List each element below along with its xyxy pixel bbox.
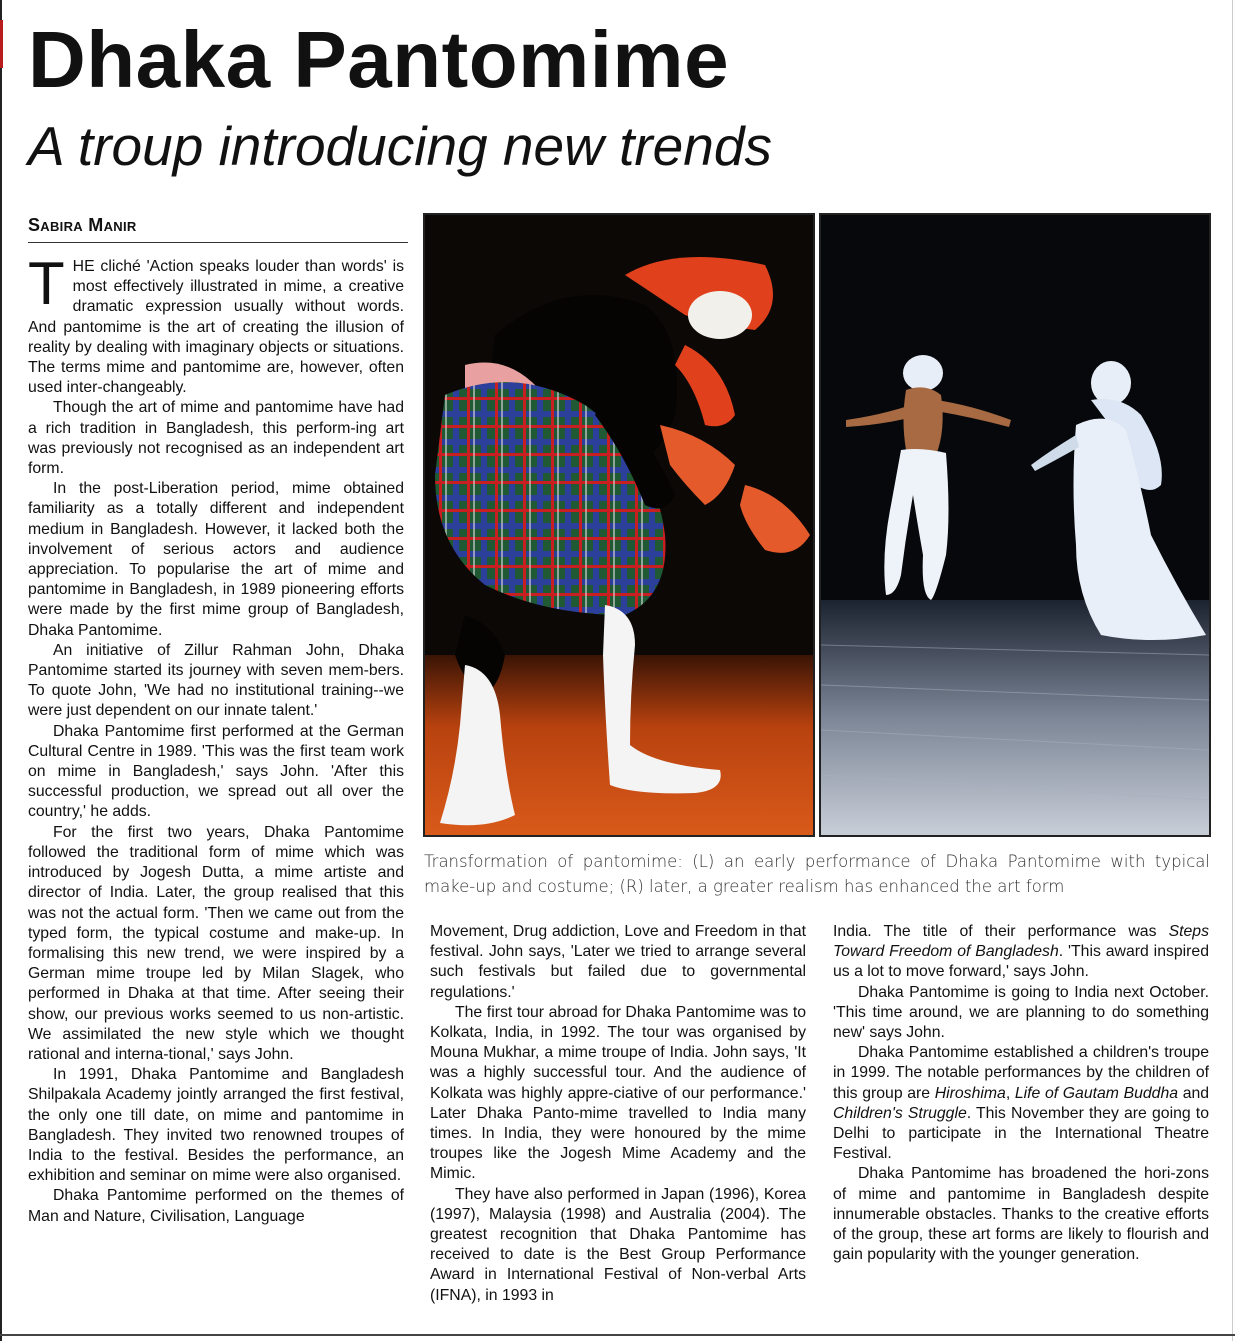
work-title-hiroshima: Hiroshima <box>934 1084 1006 1102</box>
author-name: Sabira Manir <box>28 215 137 235</box>
photo-caption: Transformation of pantomime: (L) an early performance of Dhaka Pantomime with typical make-up and costume; (R) later, a greater realism has enhanced the art form <box>424 852 1210 896</box>
mime-performer-illustration <box>425 215 813 835</box>
article-column-2 <box>430 922 806 1306</box>
paragraph-3: In the post-Liberation period, mime obtained familiarity as a totally different and independent medium in Bangladesh. However, it lacked both the involvement of serious actors and audience appreciation. To popularise the art of mime and pantomime in Bangladesh, in 1989 pioneering efforts were made by the first mime group of Bangladesh, Dhaka Pantomime. <box>28 480 404 639</box>
section-marker <box>0 20 3 68</box>
article-column-3 <box>833 922 1209 1265</box>
paragraph-5: Dhaka Pantomime first performed at the German Cultural Centre in 1989. 'This was the first team work on mime in Bangladesh,' says John. 'After this successful production, we spread out all over the country,' he adds. <box>28 722 404 821</box>
paragraph-8-end: Movement, Drug addiction, Love and Freedom in that festival. John says, 'Later we tried to arrange several such festivals but failed due to governmental regulations.' <box>430 923 806 1001</box>
mime-performer-image <box>423 213 815 837</box>
paragraph-9: The first tour abroad for Dhaka Pantomime was to Kolkata, India, in 1992. The tour was organised by Mouna Mukhar, a mime troupe of India. John says, 'It was a highly successful tour. And the audience of Kolkata was highly appre-ciative of our performance.' Later Dhaka Panto-mime travelled to India many times. In India, they were honoured by the mime troupes like the Jogesh Mime Academy and the Mimic. <box>430 1003 806 1183</box>
performance-title: Steps Toward Freedom of Bangladesh <box>833 923 1209 961</box>
paragraph-13: Dhaka Pantomime has broadened the hori-zons of mime and pantomime in Bangladesh despite innumerable obstacles. Thanks to the creative efforts of the group, these art forms are likely to flourish and gain popularity with the younger generation. <box>833 1165 1209 1264</box>
subheadline: A troup introducing new trends <box>28 115 772 177</box>
paragraph-12: Dhaka Pantomime established a children's troupe in 1999. The notable performances by the children of this group are Hiroshima, Life of Gautam Buddha and Children's Struggle. This November they are going to Delhi to participate in the International Theatre Festival. <box>833 1044 1210 1163</box>
paragraph-7: In 1991, Dhaka Pantomime and Bangladesh Shilpakala Academy jointly arranged the first festival, the only one till date, on mime and pantomime in Bangladesh. They invited two renowned troupes of India to the festival. Besides the performance, an exhibition and seminar on mime were also organised. <box>28 1066 404 1185</box>
headline: Dhaka Pantomime <box>28 15 730 104</box>
paragraph-4: An initiative of Zillur Rahman John, Dhaka Pantomime started its journey with seven mem-bers. To quote John, 'We had no institutional training--we were just dependent on our innate talent.' <box>28 641 404 720</box>
paragraph-10-start: They have also performed in Japan (1996), Korea (1997), Malaysia (1998) and Australia (2004). The greatest recognition that Dhaka Pantomime has received to date is the Best Group Performance Award in International Festival of Non-verbal Arts (IFNA), in 1993 in <box>430 1185 806 1304</box>
article-column-1 <box>28 250 404 1227</box>
paragraph-11: Dhaka Pantomime is going to India next October. 'This time around, we are planning to do something new' says John. <box>833 983 1209 1042</box>
paragraph-8-start: Dhaka Pantomime performed on the themes of Man and Nature, Civilisation, Language <box>28 1187 404 1225</box>
dancers-illustration <box>821 215 1209 835</box>
work-title-struggle: Children's Struggle <box>833 1104 967 1122</box>
dancers-image <box>819 213 1211 837</box>
byline <box>28 215 408 243</box>
paragraph-2: Though the art of mime and pantomime have had a rich tradition in Bangladesh, this perform-ing art was previously not recognised as an independent art form. <box>28 399 404 478</box>
paragraph-6: For the first two years, Dhaka Pantomime followed the traditional form of mime which was introduced by Jogesh Dutta, a mime artiste and director of India. Later, the group realised that this was not the actual form. 'Then we came out from the typed form, the typical costume and make-up. In formalising this new trend, we were inspired by a German mime troupe led by Milan Slagek, who performed in Dhaka at that time. After seeing their show, our previous works seemed to us non-artistic. We assimilated the new style which we thought rational and interna-tional,' says John. <box>28 823 404 1063</box>
paragraph-1: THE cliché 'Action speaks louder than words' is most effectively illustrated in mime, a creative dramatic expression usually without words. And pantomime is the art of creating the illusion of reality by dealing with imaginary objects or situations. The terms mime and pantomime are, however, often used inter-changeably. <box>28 250 404 397</box>
work-title-buddha: Life of Gautam Buddha <box>1014 1084 1179 1102</box>
page-edge-right <box>1232 0 1233 1341</box>
drop-cap: T <box>28 250 65 317</box>
bottom-rule <box>0 1334 1235 1336</box>
paragraph-10-end: India. The title of their performance was Steps Toward Freedom of Bangladesh. 'This award inspired us a lot to move forward,' says John. <box>833 923 1210 981</box>
page-edge-left <box>0 0 2 1341</box>
